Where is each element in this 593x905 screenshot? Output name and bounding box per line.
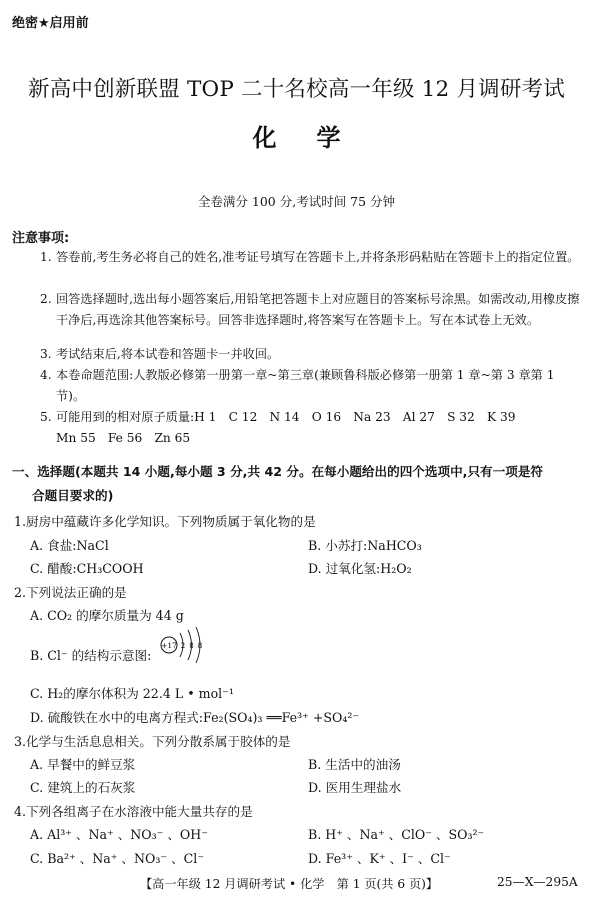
note-item bbox=[40, 289, 585, 331]
footer-exam-code: 25—X—295A bbox=[497, 875, 578, 889]
q1-option-a: A. 食盐:NaCl bbox=[30, 538, 109, 553]
q2-option-d: D. 硫酸铁在水中的电离方程式:Fe₂(SO₄)₃ ══Fe³⁺ +SO₄²⁻ bbox=[30, 710, 360, 725]
exam-title: 新高中创新联盟 TOP 二十名校高一年级 12 月调研考试 bbox=[28, 77, 565, 102]
section-heading-line1: 一、选择题(本题共 14 小题,每小题 3 分,共 42 分。在每小题给出的四个选项中,只有一项是符 bbox=[12, 464, 544, 479]
note-number: 5. bbox=[40, 410, 52, 424]
note-text: 本卷命题范围:人教版必修第一册第一章~第三章(兼顾鲁科版必修第一册第 1 章~第 3 章第 1 节)。 bbox=[56, 368, 555, 403]
q3-option-c: C. 建筑上的石灰浆 bbox=[30, 780, 136, 795]
note-number: 4. bbox=[40, 368, 52, 382]
q1-option-c: C. 醋酸:CH₃COOH bbox=[30, 561, 144, 576]
note-text: 答卷前,考生务必将自己的姓名,准考证号填写在答题卡上,并将条形码粘贴在答题卡上的指定位置。 bbox=[56, 250, 580, 264]
q4-option-b: B. H⁺ 、Na⁺ 、ClO⁻ 、SO₃²⁻ bbox=[308, 827, 485, 842]
note-number: 2. bbox=[40, 292, 52, 306]
question-2-stem: 2.下列说法正确的是 bbox=[14, 585, 127, 600]
confidential-label: 绝密★启用前 bbox=[12, 16, 89, 31]
question-3-stem: 3.化学与生活息息相关。下列分散系属于胶体的是 bbox=[14, 734, 291, 749]
note-text-line2: Mn 55 Fe 56 Zn 65 bbox=[56, 431, 191, 445]
q4-option-d: D. Fe³⁺ 、K⁺ 、I⁻ 、Cl⁻ bbox=[308, 851, 451, 866]
section-heading bbox=[12, 460, 582, 508]
question-1-stem: 1.厨房中蕴藏许多化学知识。下列物质属于氧化物的是 bbox=[14, 514, 316, 529]
nucleus-charge-label: +17 bbox=[161, 641, 177, 650]
score-time-line: 全卷满分 100 分,考试时间 75 分钟 bbox=[197, 194, 396, 209]
subject-title: 化学 bbox=[252, 124, 381, 152]
q2-option-a: A. CO₂ 的摩尔质量为 44 g bbox=[30, 608, 184, 623]
note-item bbox=[40, 344, 585, 365]
q3-option-b: B. 生活中的油汤 bbox=[308, 757, 401, 772]
shell-2-electrons: 8 bbox=[189, 642, 194, 650]
note-item bbox=[40, 365, 585, 407]
q4-option-c: C. Ba²⁺ 、Na⁺ 、NO₃⁻ 、Cl⁻ bbox=[30, 851, 204, 866]
note-item bbox=[40, 407, 585, 449]
chloride-ion-structure-diagram bbox=[160, 625, 220, 665]
q1-option-d: D. 过氧化氢:H₂O₂ bbox=[308, 561, 412, 576]
notes-heading: 注意事项: bbox=[12, 231, 70, 246]
note-text-line1: 可能用到的相对原子质量:H 1 C 12 N 14 O 16 Na 23 Al 27 S 32 K 39 bbox=[56, 410, 516, 424]
footer-page-info: 【高一年级 12 月调研考试 • 化学 第 1 页(共 6 页)】 bbox=[140, 877, 439, 891]
question-4-stem: 4.下列各组离子在水溶液中能大量共存的是 bbox=[14, 804, 253, 819]
section-heading-line2: 合题目要求的) bbox=[32, 488, 114, 503]
q2-option-c: C. H₂的摩尔体积为 22.4 L • mol⁻¹ bbox=[30, 686, 234, 701]
shell-1-electrons: 2 bbox=[180, 642, 186, 650]
note-number: 3. bbox=[40, 347, 52, 361]
note-item bbox=[40, 247, 585, 268]
shell-3-electrons: 8 bbox=[197, 642, 203, 650]
q3-option-a: A. 早餐中的鲜豆浆 bbox=[30, 757, 136, 772]
note-number: 1. bbox=[40, 250, 52, 264]
q4-option-a: A. Al³⁺ 、Na⁺ 、NO₃⁻ 、OH⁻ bbox=[30, 827, 208, 842]
note-text: 回答选择题时,选出每小题答案后,用铅笔把答题卡上对应题目的答案标号涂黑。如需改动,用橡皮擦干净后,再选涂其他答案标号。回答非选择题时,将答案写在答题卡上。写在本试卷上无效。 bbox=[56, 292, 580, 327]
note-text: 考试结束后,将本试卷和答题卡一并收回。 bbox=[56, 347, 280, 361]
q3-option-d: D. 医用生理盐水 bbox=[308, 780, 402, 795]
q2-option-b: B. Cl⁻ 的结构示意图: bbox=[30, 648, 152, 663]
q1-option-b: B. 小苏打:NaHCO₃ bbox=[308, 538, 422, 553]
